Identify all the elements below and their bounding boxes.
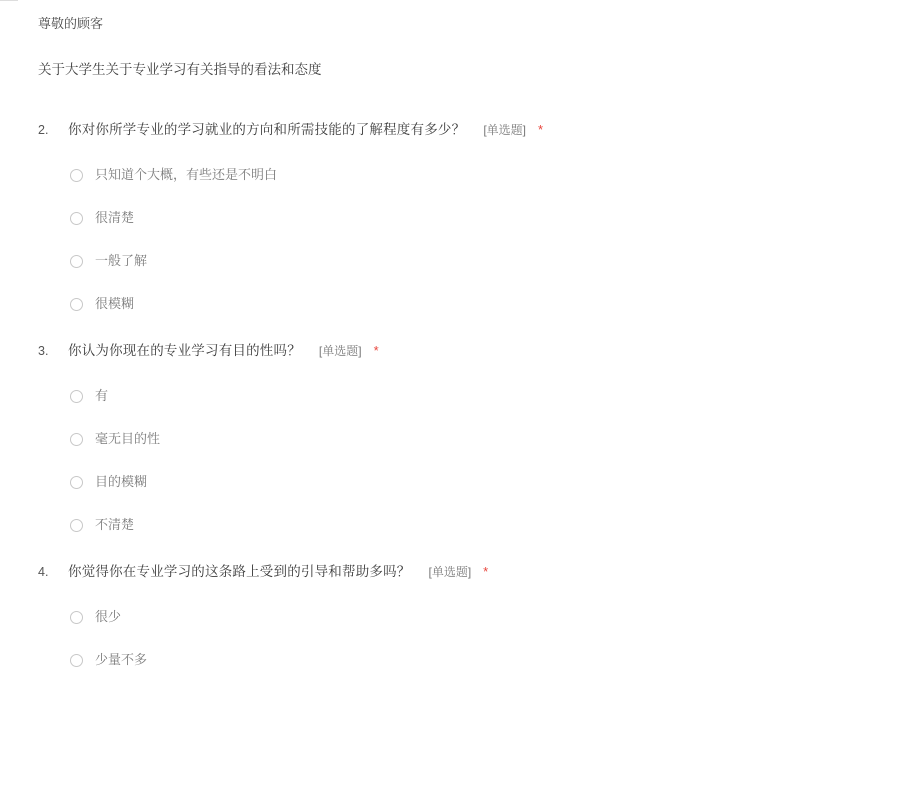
option-row[interactable] (38, 606, 900, 628)
question-type-badge: [单选题] (318, 344, 362, 358)
option-label: 一般了解 (95, 253, 148, 268)
option-label: 少量不多 (95, 652, 148, 667)
option-label: 只知道个大概，有些还是不明白 (95, 167, 278, 182)
option-row[interactable] (38, 514, 900, 536)
option-row[interactable] (38, 471, 900, 493)
option-label: 有 (95, 388, 109, 403)
option-row[interactable] (38, 164, 900, 186)
radio-icon[interactable] (70, 476, 83, 489)
question-type-badge: [单选题] (483, 123, 526, 137)
option-row[interactable] (38, 250, 900, 272)
survey-subtitle: 关于大学生关于专业学习有关指导的看法和态度 (38, 62, 322, 77)
radio-icon[interactable] (70, 390, 83, 403)
option-label: 很少 (95, 609, 122, 624)
question-title: 你觉得你在专业学习的这条路上受到的引导和帮助多吗？ (68, 564, 411, 579)
question-title: 你对你所学专业的学习就业的方向和所需技能的了解程度有多少？ (68, 122, 466, 137)
question-block (0, 339, 900, 536)
question-title: 你认为你现在的专业学习有目的性吗？ (68, 343, 301, 358)
question-header (38, 118, 900, 138)
question-header (38, 339, 900, 359)
radio-icon[interactable] (70, 212, 83, 225)
option-row[interactable] (38, 649, 900, 671)
question-type-badge: [单选题] (428, 565, 472, 579)
greeting-text: 尊敬的顾客 (38, 16, 104, 31)
radio-icon[interactable] (70, 519, 83, 532)
question-number: 3. (38, 344, 49, 358)
top-divider (0, 0, 18, 1)
option-label: 目的模糊 (95, 474, 148, 489)
option-row[interactable] (38, 428, 900, 450)
option-row[interactable] (38, 293, 900, 315)
question-list (0, 118, 900, 671)
radio-icon[interactable] (70, 654, 83, 667)
radio-icon[interactable] (70, 611, 83, 624)
question-block (0, 118, 900, 315)
question-header (38, 560, 900, 580)
option-row[interactable] (38, 385, 900, 407)
question-number: 2. (38, 123, 49, 137)
question-block (0, 560, 900, 671)
survey-header (0, 0, 900, 80)
option-label: 很模糊 (95, 296, 135, 311)
radio-icon[interactable] (70, 169, 83, 182)
required-asterisk: * (537, 122, 544, 137)
option-label: 很清楚 (95, 210, 135, 225)
option-group (38, 164, 900, 315)
option-label: 毫无目的性 (95, 431, 161, 446)
option-label: 不清楚 (95, 517, 135, 532)
required-asterisk: * (483, 564, 489, 579)
question-number: 4. (38, 565, 49, 579)
radio-icon[interactable] (70, 255, 83, 268)
radio-icon[interactable] (70, 298, 83, 311)
radio-icon[interactable] (70, 433, 83, 446)
option-group (38, 385, 900, 536)
required-asterisk: * (373, 343, 379, 358)
option-group (38, 606, 900, 671)
option-row[interactable] (38, 207, 900, 229)
